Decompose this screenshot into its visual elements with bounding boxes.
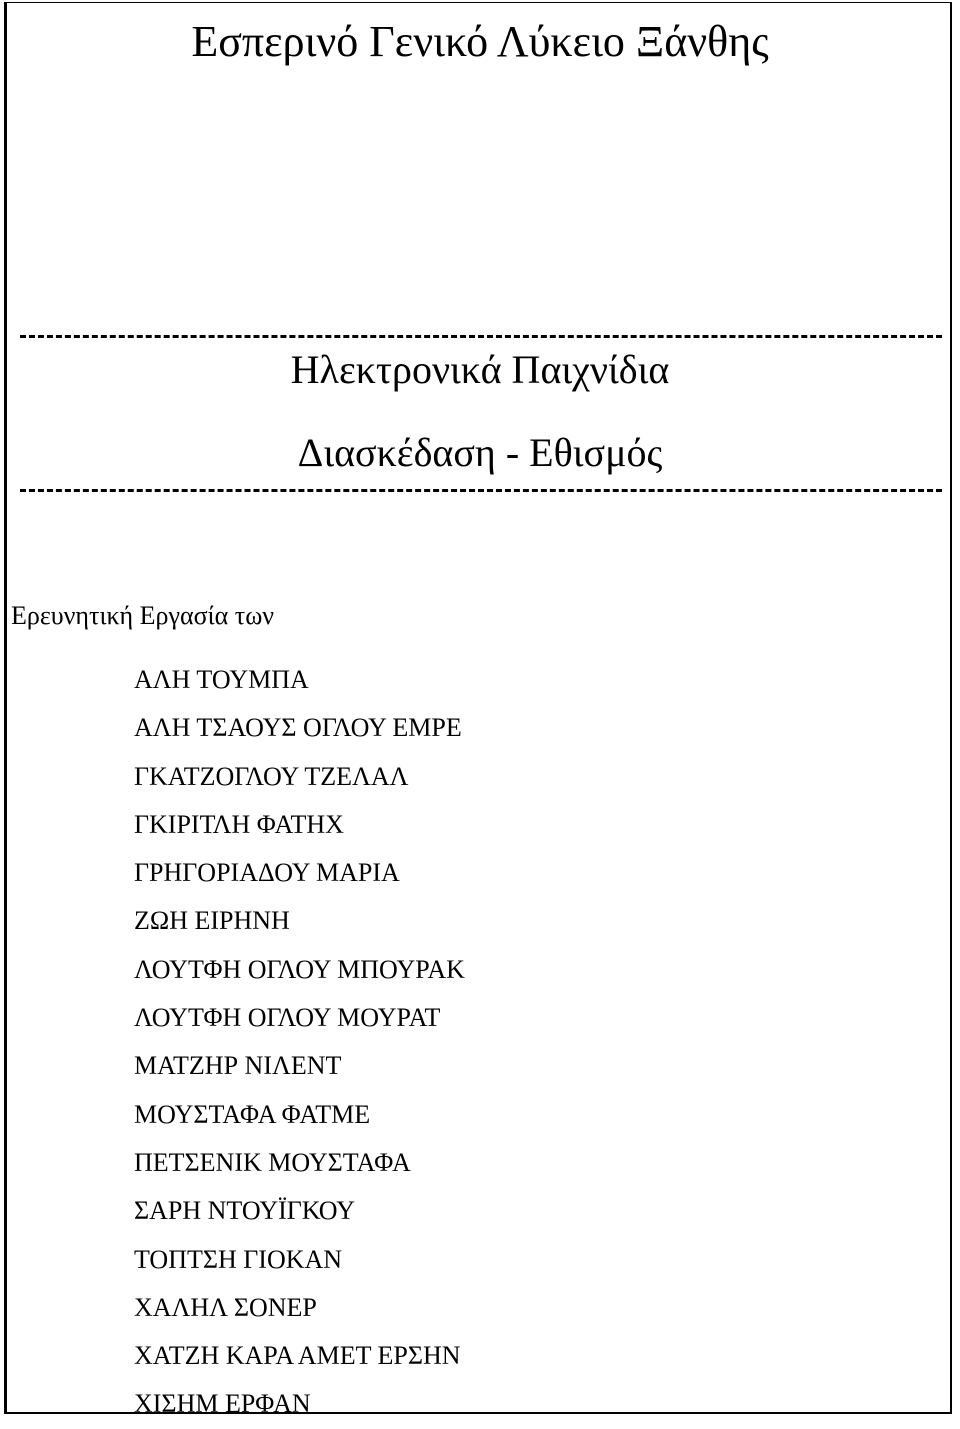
author-name: ΑΛΗ ΤΣΑΟΥΣ ΟΓΛΟΥ ΕΜΡΕ — [134, 713, 462, 743]
author-name: ΓΚΑΤΖΟΓΛΟΥ ΤΖΕΛΑΛ — [134, 761, 409, 791]
authors-list — [134, 656, 465, 1429]
author-name: ΜΟΥΣΤΑΦΑ ΦΑΤΜΕ — [134, 1099, 371, 1129]
author-name: ΧΙΣΗΜ ΕΡΦΑΝ — [134, 1389, 311, 1419]
author-name: ΧΑΛΗΛ ΣΟΝΕΡ — [134, 1292, 317, 1322]
school-name: Εσπερινό Γενικό Λύκειο Ξάνθης — [191, 17, 769, 66]
author-name: ΑΛΗ ΤΟΥΜΠΑ — [134, 665, 309, 694]
title-divider-top — [20, 335, 942, 338]
document-title: Ηλεκτρονικά Παιχνίδια — [290, 347, 670, 392]
authors-intro: Ερευνητική Εργασία των — [11, 601, 275, 630]
author-name: ΤΟΠΤΣΗ ΓΙΟΚΑΝ — [134, 1244, 343, 1274]
document-subtitle: Διασκέδαση - Εθισμός — [297, 430, 663, 475]
author-name: ΛΟΥΤΦΗ ΟΓΛΟΥ ΜΟΥΡΑΤ — [134, 1003, 441, 1033]
author-name: ΓΚΙΡΙΤΛΗ ΦΑΤΗΧ — [134, 809, 344, 839]
author-name: ΣΑΡΗ ΝΤΟΥΪΓΚΟΥ — [134, 1196, 356, 1226]
author-name: ΧΑΤΖΗ ΚΑΡΑ ΑΜΕΤ ΕΡΣΗΝ — [134, 1341, 461, 1371]
author-name: ΠΕΤΣΕΝΙΚ ΜΟΥΣΤΑΦΑ — [134, 1147, 411, 1177]
title-divider-bottom — [20, 489, 942, 492]
author-name: ΖΩΗ ΕΙΡΗΝΗ — [134, 906, 290, 936]
author-name: ΜΑΤΖΗΡ ΝΙΛΕΝΤ — [134, 1051, 342, 1081]
author-name: ΓΡΗΓΟΡΙΑΔΟΥ ΜΑΡΙΑ — [134, 858, 400, 888]
author-name: ΛΟΥΤΦΗ ΟΓΛΟΥ ΜΠΟΥΡΑΚ — [134, 954, 465, 984]
